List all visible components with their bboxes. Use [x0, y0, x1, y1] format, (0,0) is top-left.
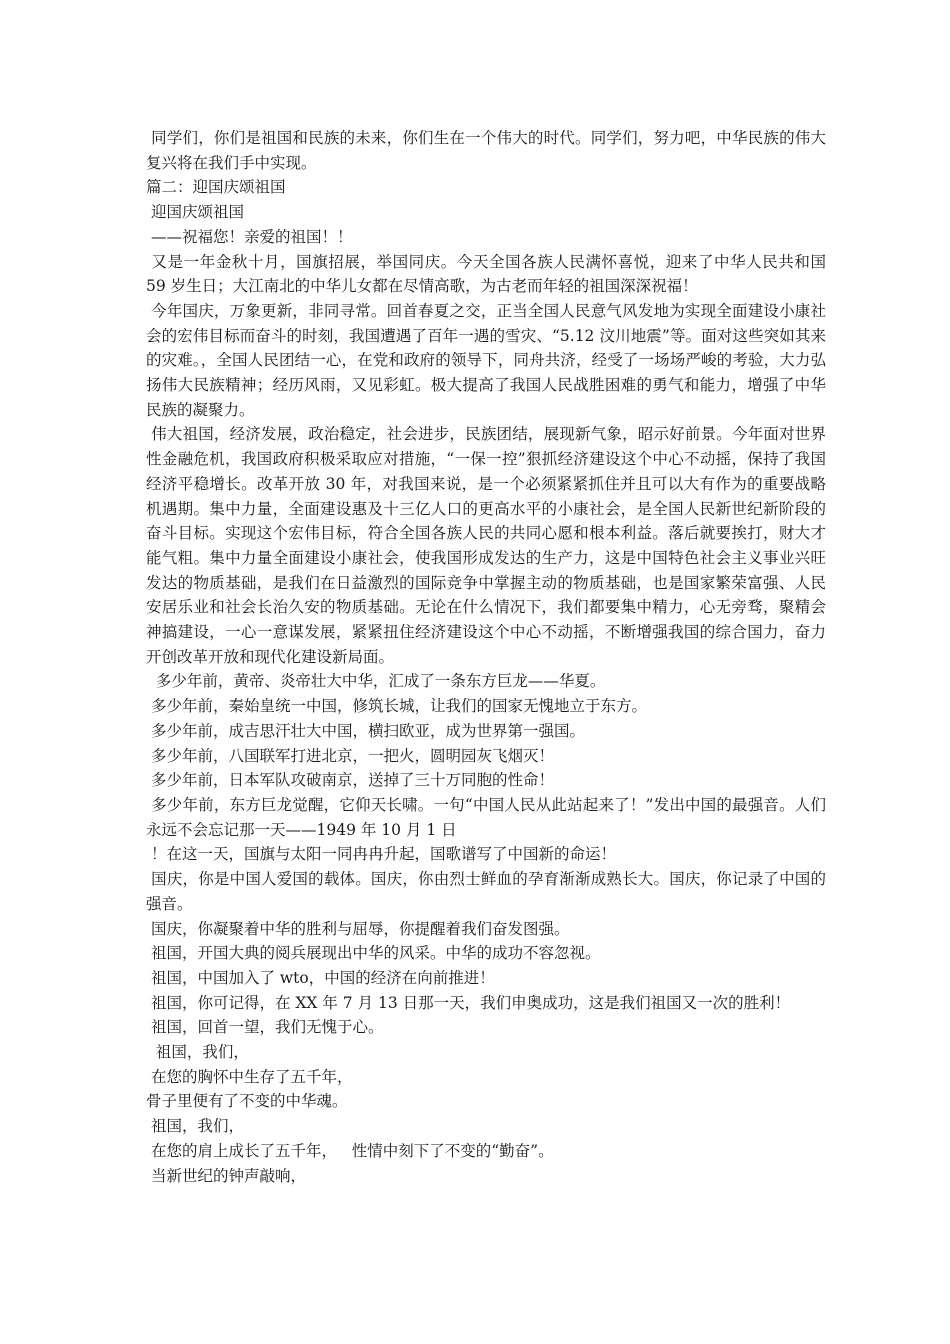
- paragraph: 多少年前，黄帝、炎帝壮大中华，汇成了一条东方巨龙——华夏。: [146, 672, 606, 691]
- paragraph: 同学们，你们是祖国和民族的未来，你们生在一个伟大的时代。同学们，努力吧，中华民族的伟大复兴将在我们手中实现。: [146, 129, 826, 172]
- poem-line: 祖国，我们，: [146, 1117, 244, 1136]
- paragraph: 国庆，你是中国人爱国的载体。国庆，你由烈士鲜血的孕育渐渐成熟长大。国庆，你记录了中国的强音。: [146, 870, 826, 913]
- poem-line: 祖国，我们，: [146, 1043, 249, 1062]
- poem-line: 在您的胸怀中生存了五千年，: [146, 1067, 353, 1086]
- paragraph: 多少年前，秦始皇统一中国，修筑长城，让我们的国家无愧地立于东方。: [146, 697, 647, 716]
- paragraph: ！在这一天，国旗与太阳一同冉冉升起，国歌谱写了中国新的命运！: [146, 845, 616, 864]
- paragraph: 祖国，开国大典的阅兵展现出中华的风采。中华的成功不容忽视。: [146, 944, 601, 963]
- paragraph: 祖国，你可记得，在 XX 年 7 月 13 日那一天，我们申奥成功，这是我们祖国又一次的胜利！: [146, 993, 791, 1012]
- section-heading: 篇二：迎国庆颂祖国: [146, 178, 286, 197]
- poem-line: 当新世纪的钟声敲响，: [146, 1166, 306, 1185]
- paragraph: 多少年前，东方巨龙觉醒，它仰天长啸。一句“中国人民从此站起来了！”发出中国的最强音。人们永远不会忘记那一天——1949 年 10 月 1 日: [146, 795, 826, 839]
- paragraph: 多少年前，八国联军打进北京，一把火，圆明园灰飞烟灭！: [146, 746, 554, 765]
- paragraph: 祖国，中国加入了 wto，中国的经济在向前推进！: [146, 968, 495, 987]
- poem-line: 在您的肩上成长了五千年， 性情中刻下了不变的“勤奋”。: [146, 1141, 554, 1160]
- paragraph: 祖国，回首一望，我们无愧于心。: [146, 1018, 384, 1037]
- document-body: [146, 126, 831, 1188]
- poem-line: 骨子里便有了不变的中华魂。: [146, 1092, 348, 1111]
- paragraph: 伟大祖国，经济发展，政治稳定，社会进步，民族团结，展现新气象，昭示好前景。今年面对世界性金融危机，我国政府积极采取应对措施，“一保一控”狠抓经济建设这个中心不动摇，保持了我国经济平稳增长。改革开放 30 年，对我国来说，是一个必须紧紧抓住并且可以大有作为的重要战略机遇期。集中力量，全面建设惠及十三亿人口的更高水平的小康社会，是全国人民新世纪新阶段的奋斗目标。实现这个宏伟目标，符合全国各族人民的共同心愿和根本利益。落后就要挨打，财大才能气粗。集中力量全面建设小康社会，使我国形成发达的生产力，这是中国特色社会主义事业兴旺发达的物质基础，是我们在日益激烈的国际竞争中掌握主动的物质基础，也是国家繁荣富强、人民安居乐业和社会长治久安的物质基础。无论在什么情况下，我们都要集中精力，心无旁骛，聚精会神搞建设，一心一意谋发展，紧紧扭住经济建设这个中心不动摇，不断增强我国的综合国力，奋力开创改革开放和现代化建设新局面。: [146, 425, 826, 666]
- article-subtitle: ——祝福您！亲爱的祖国！！: [146, 227, 353, 246]
- paragraph: 今年国庆，万象更新，非同寻常。回首春夏之交，正当全国人民意气风发地为实现全面建设小康社会的宏伟目标而奋斗的时刻，我国遭遇了百年一遇的雪灾、“5.12 汶川地震”等。面对这些突如其来的灾难。，全国人民团结一心，在党和政府的领导下，同舟共济，经受了一场场严峻的考验，大力弘扬伟大民族精神；经历风雨，又见彩虹。极大提高了我国人民战胜困难的勇气和能力，增强了中华民族的凝聚力。: [146, 301, 826, 419]
- paragraph: 多少年前，成吉思汗壮大中国，横扫欧亚，成为世界第一强国。: [146, 721, 585, 740]
- paragraph: 国庆，你凝聚着中华的胜利与屈辱，你提醒着我们奋发图强。: [146, 919, 570, 938]
- paragraph: 又是一年金秋十月，国旗招展，举国同庆。今天全国各族人民满怀喜悦，迎来了中华人民共和国 59 岁生日；大江南北的中华儿女都在尽情高歌，为古老而年轻的祖国深深祝福！: [146, 252, 831, 296]
- paragraph: 多少年前，日本军队攻破南京，送掉了三十万同胞的性命！: [146, 771, 554, 790]
- article-title: 迎国庆颂祖国: [146, 203, 244, 222]
